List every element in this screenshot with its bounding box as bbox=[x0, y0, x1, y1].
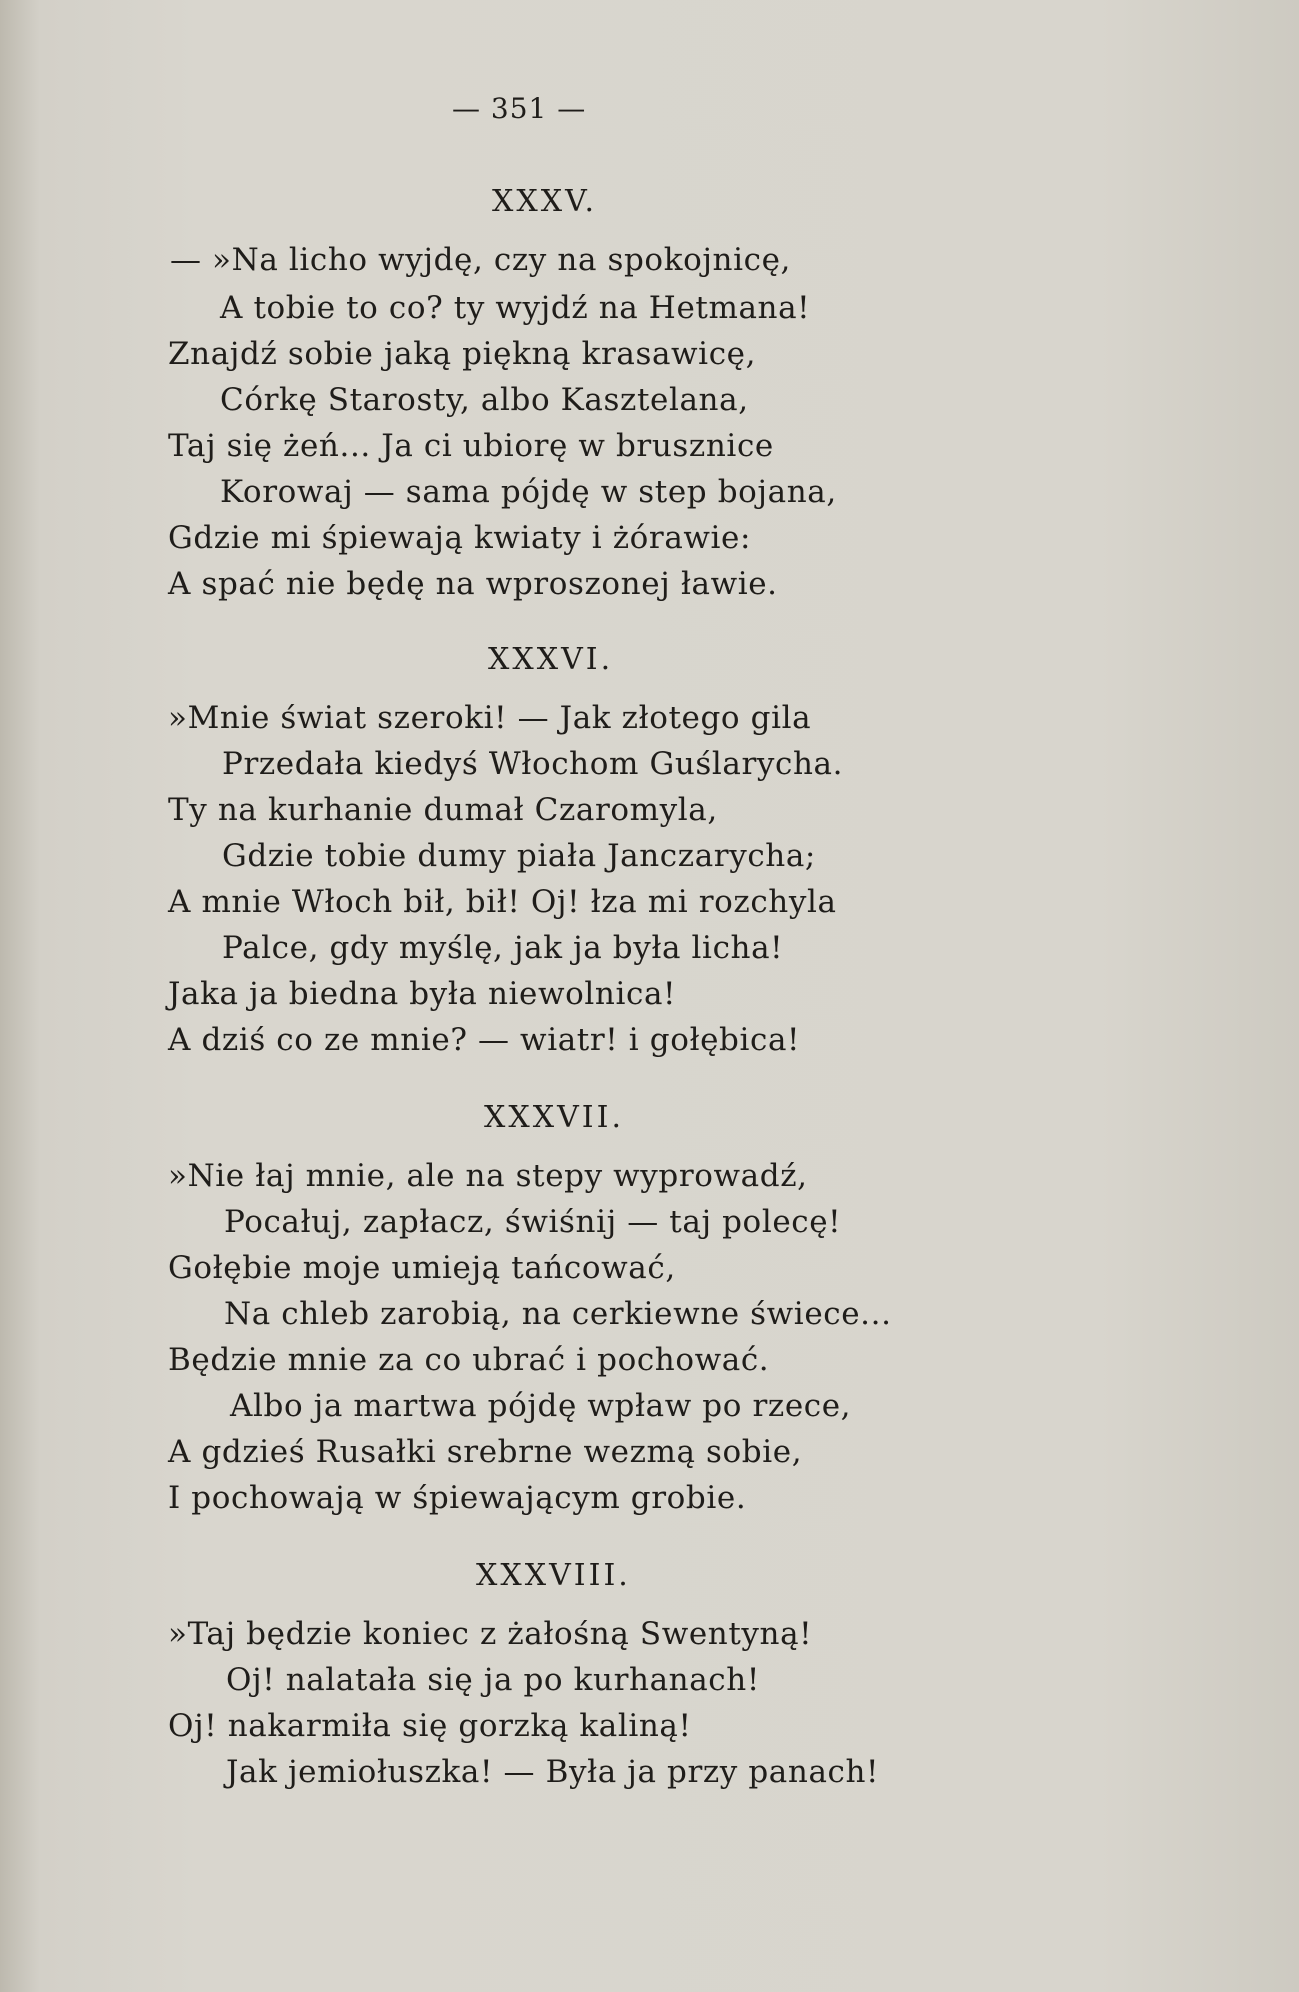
poem-line: Oj! nakarmiła się gorzką kaliną! bbox=[168, 1708, 692, 1744]
poem-line: Na chleb zarobią, na cerkiewne świece... bbox=[224, 1296, 892, 1332]
poem-line: »Taj będzie koniec z żałośną Swentyną! bbox=[168, 1616, 813, 1652]
poem-line: Ty na kurhanie dumał Czaromyla, bbox=[168, 792, 718, 828]
poem-line: A tobie to co? ty wyjdź na Hetmana! bbox=[220, 290, 811, 326]
poem-line: A dziś co ze mnie? — wiatr! i gołębica! bbox=[168, 1022, 801, 1058]
poem-line: Jaka ja biedna była niewolnica! bbox=[168, 976, 677, 1012]
poem-line: A gdzieś Rusałki srebrne wezmą sobie, bbox=[168, 1434, 803, 1470]
poem-line: Albo ja martwa pójdę wpław po rzece, bbox=[230, 1388, 852, 1424]
poem-line: — »Na licho wyjdę, czy na spokojnicę, bbox=[170, 242, 791, 278]
poem-line: Gdzie mi śpiewają kwiaty i żórawie: bbox=[168, 520, 752, 556]
stanza-heading: XXXVII. bbox=[484, 1100, 624, 1135]
stanza-heading: XXXV. bbox=[492, 184, 598, 219]
poem-line: Przedała kiedyś Włochom Guślarycha. bbox=[222, 746, 844, 782]
poem-line: Znajdź sobie jaką piękną krasawicę, bbox=[168, 336, 757, 372]
poem-line: I pochowają w śpiewającym grobie. bbox=[168, 1480, 747, 1516]
poem-line: »Nie łaj mnie, ale na stepy wyprowadź, bbox=[168, 1158, 808, 1194]
page-number: — 351 — bbox=[452, 92, 587, 125]
stanza-heading: XXXVIII. bbox=[476, 1558, 631, 1593]
poem-line: Będzie mnie za co ubrać i pochować. bbox=[168, 1342, 770, 1378]
poem-line: Gołębie moje umieją tańcować, bbox=[168, 1250, 676, 1286]
poem-line: Taj się żeń... Ja ci ubiorę w brusznice bbox=[168, 428, 774, 464]
poem-line: A spać nie będę na wproszonej ławie. bbox=[168, 566, 778, 602]
poem-line: Córkę Starosty, albo Kasztelana, bbox=[220, 382, 749, 418]
poem-line: Oj! nalatała się ja po kurhanach! bbox=[226, 1662, 760, 1698]
poem-line: Gdzie tobie dumy piała Janczarycha; bbox=[222, 838, 816, 874]
poem-line: Jak jemiołuszka! — Była ja przy panach! bbox=[226, 1754, 880, 1790]
poem-line: Korowaj — sama pójdę w step bojana, bbox=[220, 474, 837, 510]
poem-line: A mnie Włoch bił, bił! Oj! łza mi rozchyla bbox=[168, 884, 837, 920]
poem-line: Pocałuj, zapłacz, świśnij — taj polecę! bbox=[224, 1204, 842, 1240]
stanza-heading: XXXVI. bbox=[488, 642, 614, 677]
poem-line: »Mnie świat szeroki! — Jak złotego gila bbox=[168, 700, 812, 736]
poem-line: Palce, gdy myślę, jak ja była licha! bbox=[222, 930, 784, 966]
